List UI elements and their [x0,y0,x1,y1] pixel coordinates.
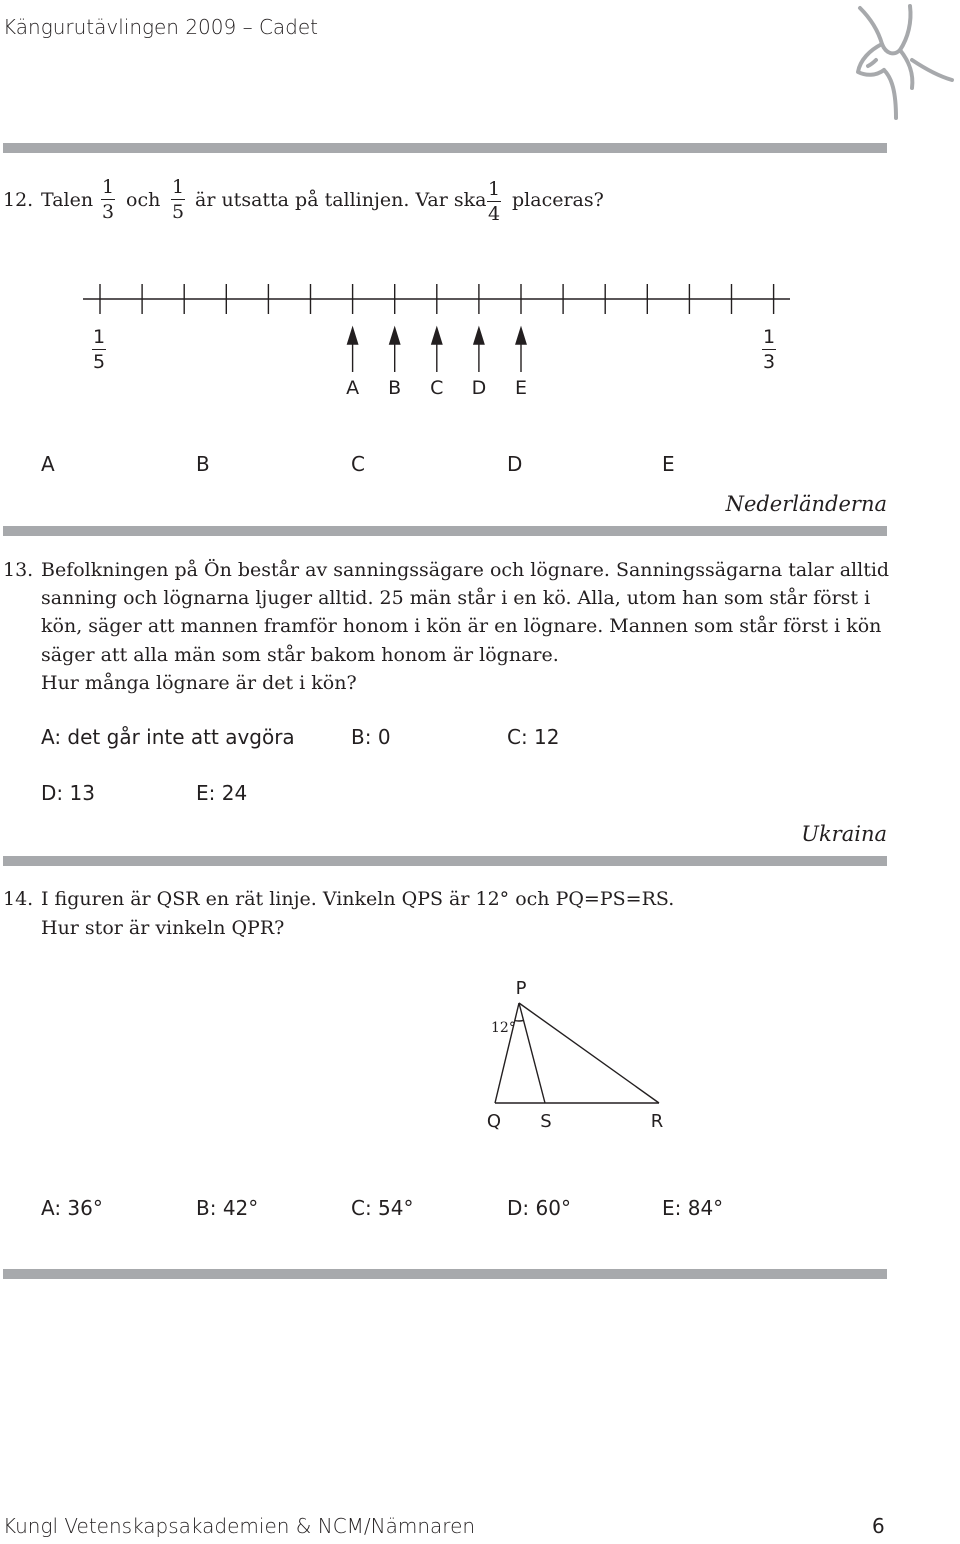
q12-number: 12. [3,189,34,211]
q14-option-c[interactable]: C: 54° [351,1196,414,1220]
q14-line-1: I figuren är QSR en rät linje. Vinkeln QPS är 12° och PQ=PS=RS. [41,888,675,910]
label-s: S [540,1111,552,1132]
q14-option-e[interactable]: E: 84° [662,1196,724,1220]
top-separator [3,143,887,153]
arrow-label: E [514,377,528,399]
separator-q13-q14 [3,856,887,866]
q14-option-b[interactable]: B: 42° [196,1196,259,1220]
q13-option-c[interactable]: C: 12 [507,725,560,749]
arrow-label: D [471,377,487,399]
q13-question: Hur många lögnare är det i kön? [41,672,357,694]
arrow-label: C [430,377,444,399]
q12-option-b[interactable]: B [196,452,210,476]
label-p: P [515,978,527,999]
arrow-up-icon [390,328,400,344]
q14-number: 14. [3,888,34,910]
q12-option-a[interactable]: A [41,452,55,476]
q13-country: Ukraina [801,822,887,846]
q12-text-middle: är utsatta på tallinjen. Var ska [195,189,487,211]
triangle-figure [470,970,700,1140]
separator-q12-q13 [3,526,887,536]
label-r: R [650,1111,664,1132]
number-line [80,280,800,400]
segment-pq [495,1003,519,1103]
q13-number: 13. [3,559,34,581]
arrow-up-icon [348,328,358,344]
q13-option-d[interactable]: D: 13 [41,781,95,805]
q13-line-1: Befolkningen på Ön består av sanningssägare och lögnare. Sanningssägarna talar alltid [41,559,890,581]
page-header: Kängurutävlingen 2009 – Cadet [3,15,319,39]
angle-label: 12° [491,1020,516,1036]
q14-question: Hur stor är vinkeln QPR? [41,917,285,939]
q12-text-after: placeras? [512,189,604,211]
q13-option-a[interactable]: A: det går inte att avgöra [41,725,295,749]
q14-option-d[interactable]: D: 60° [507,1196,571,1220]
q12-option-d[interactable]: D [507,452,523,476]
q14-option-a[interactable]: A: 36° [41,1196,103,1220]
q12-fraction-one-fourth: 1 4 [487,178,501,226]
q12-option-c[interactable]: C [351,452,365,476]
q12-fraction-one-third: 1 3 [101,176,115,224]
q13-option-e[interactable]: E: 24 [196,781,248,805]
q12-fraction-one-fifth: 1 5 [171,176,185,224]
q13-line-2: sanning och lögnarna ljuger alltid. 25 män står i en kö. Alla, utom han som står först i [41,587,871,609]
angle-arc [515,1020,524,1021]
q13-option-b[interactable]: B: 0 [351,725,391,749]
kangaroo-logo-icon [848,0,960,128]
q12-country: Nederländerna [725,492,887,516]
arrow-up-icon [516,328,526,344]
segment-pr [519,1003,659,1103]
arrow-up-icon [474,328,484,344]
arrow-up-icon [432,328,442,344]
page-number: 6 [872,1514,885,1538]
arrow-label: B [388,377,402,399]
q12-text-before: Talen [41,189,94,211]
q13-line-4: säger att alla män som står bakom honom är lögnare. [41,644,559,666]
q12-word-and: och [126,189,161,211]
arrow-label: A [346,377,360,399]
q13-line-3: kön, säger att mannen framför honom i kön är en lögnare. Mannen som står först i kön [41,615,882,637]
footer-text: Kungl Vetenskapsakademien & NCM/Nämnaren [3,1514,476,1538]
numberline-right-fraction: 1 3 [762,326,776,374]
bottom-separator [3,1269,887,1279]
numberline-left-fraction: 1 5 [92,326,106,374]
q12-option-e[interactable]: E [662,452,675,476]
label-q: Q [486,1111,502,1132]
